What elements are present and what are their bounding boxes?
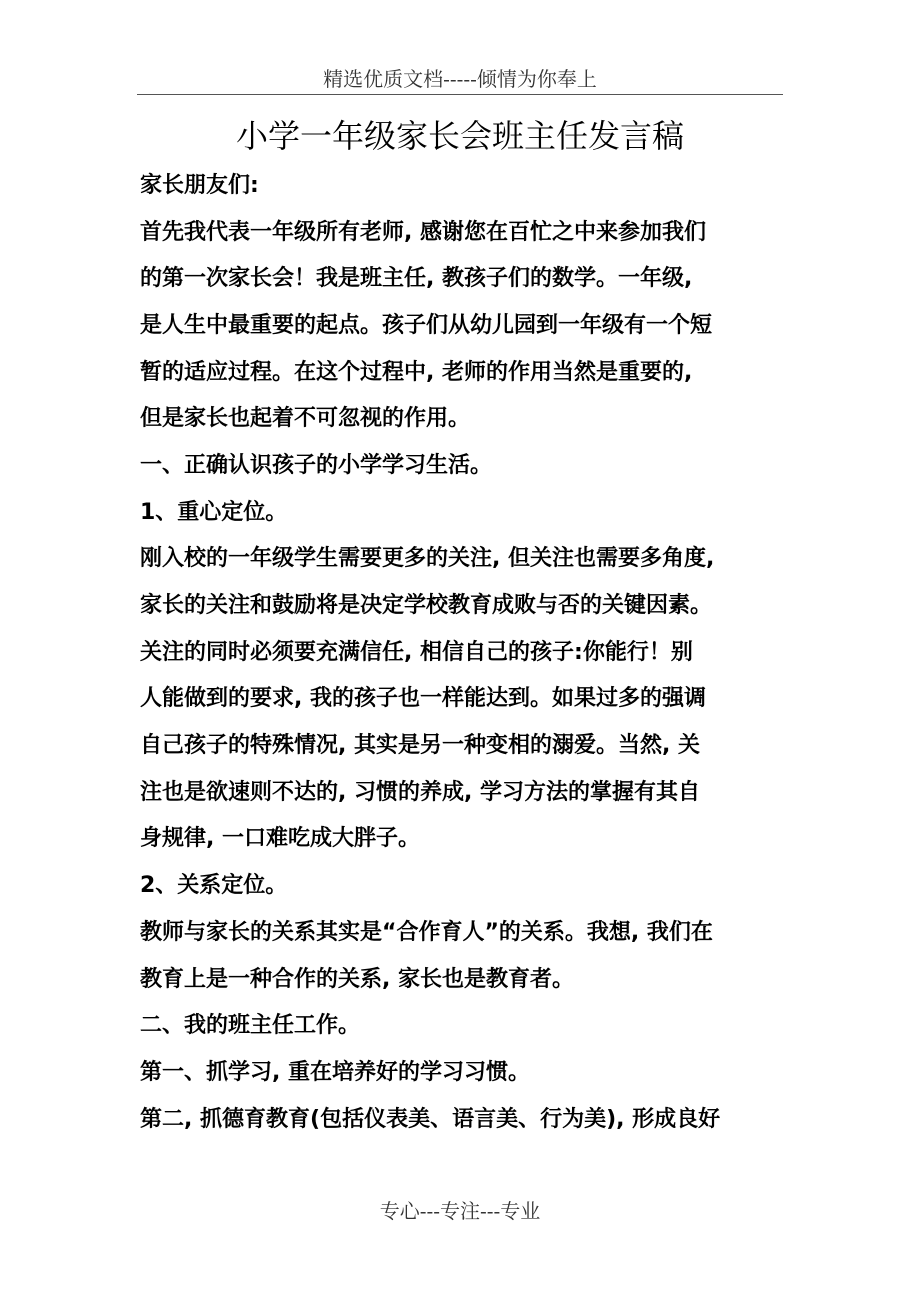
page-footer: 专心---专注---专业 [379, 1199, 541, 1223]
paragraph-line: 暂的适应过程。在这个过程中, 老师的作用当然是重要的, [140, 359, 693, 385]
paragraph-line: 关注的同时必须要充满信任, 相信自己的孩子:你能行！别 [140, 639, 693, 665]
salutation-line: 家长朋友们: [140, 173, 259, 198]
paragraph-line: 教师与家长的关系其实是“合作育人”的关系。我想, 我们在 [140, 919, 713, 945]
document-body [140, 162, 790, 1143]
paragraph-line: 是人生中最重要的起点。孩子们从幼儿园到一年级有一个短 [140, 312, 713, 338]
section-heading-2: 二、我的班主任工作。 [140, 1013, 361, 1039]
paragraph-line: 首先我代表一年级所有老师, 感谢您在百忙之中来参加我们 [140, 219, 707, 245]
paragraph-line: 自己孩子的特殊情况, 其实是另一种变相的溺爱。当然, 关 [140, 733, 701, 759]
paragraph-line: 注也是欲速则不达的, 习惯的养成, 学习方法的掌握有其自 [140, 779, 701, 805]
paragraph-line: 但是家长也起着不可忽视的作用。 [140, 406, 471, 432]
header-divider [137, 94, 783, 95]
paragraph-line: 的第一次家长会！我是班主任, 教孩子们的数学。一年级, [140, 266, 693, 292]
page-header: 精选优质文档-----倾情为你奉上 [323, 67, 597, 91]
paragraph-line: 第一、抓学习, 重在培养好的学习习惯。 [140, 1059, 531, 1085]
subsection-heading-2: 2、关系定位。 [140, 873, 288, 899]
paragraph-line: 人能做到的要求, 我的孩子也一样能达到。如果过多的强调 [140, 686, 707, 712]
document-title: 小学一年级家长会班主任发言稿 [235, 117, 684, 155]
paragraph-line: 家长的关注和鼓励将是决定学校教育成败与否的关键因素。 [140, 593, 713, 618]
paragraph-line: 教育上是一种合作的关系, 家长也是教育者。 [140, 966, 575, 992]
subsection-heading-1: 1、重心定位。 [140, 499, 288, 525]
section-heading-1: 一、正确认识孩子的小学学习生活。 [140, 452, 493, 478]
paragraph-line: 身规律, 一口难吃成大胖子。 [140, 826, 421, 852]
paragraph-line: 刚入校的一年级学生需要更多的关注, 但关注也需要多角度, [140, 546, 715, 572]
paragraph-line: 第二, 抓德育教育(包括仪表美、语言美、行为美), 形成良好 [140, 1106, 721, 1132]
